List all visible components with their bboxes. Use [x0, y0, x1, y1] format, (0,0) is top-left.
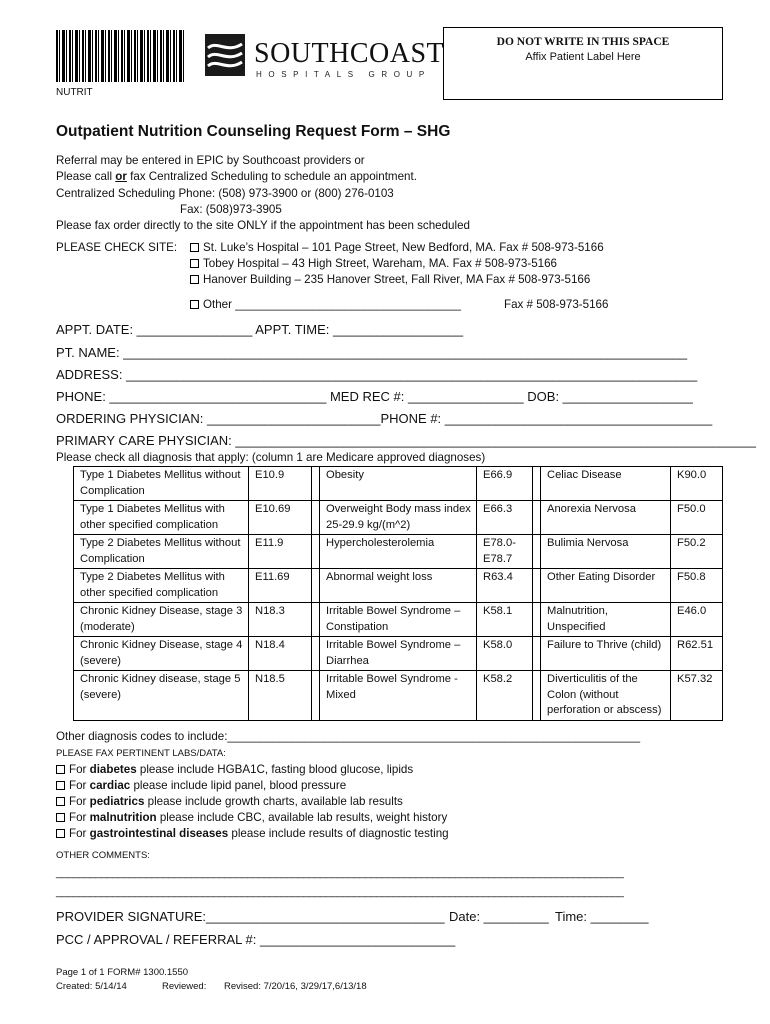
diagnosis-code: R63.4: [477, 569, 533, 603]
intro-line-1: Referral may be entered in EPIC by Southcoast providers or: [56, 154, 365, 167]
site-option[interactable]: St. Luke’s Hospital – 101 Page Street, New Bedford, MA. Fax # 508-973-5166: [190, 240, 604, 255]
diagnosis-name[interactable]: Irritable Bowel Syndrome - Mixed: [320, 671, 477, 721]
time-field[interactable]: Time: ________: [555, 909, 649, 924]
form-title: Outpatient Nutrition Counseling Request Form – SHG: [56, 123, 451, 140]
site-option-other[interactable]: Other ___________________________________: [190, 297, 461, 312]
ordering-physician-field[interactable]: ORDERING PHYSICIAN: ________________________PHONE #: _____________________________________: [56, 411, 713, 426]
diagnosis-code: F50.8: [671, 569, 723, 603]
diagnosis-name[interactable]: Type 1 Diabetes Mellitus with other specified complication: [74, 501, 249, 535]
diagnosis-code: E46.0: [671, 603, 723, 637]
diagnosis-name[interactable]: Celiac Disease: [541, 467, 671, 501]
pcp-field[interactable]: PRIMARY CARE PHYSICIAN: ________________________________________________________________________: [56, 433, 756, 448]
checkbox[interactable]: [56, 765, 65, 774]
diagnosis-code: N18.3: [249, 603, 312, 637]
diagnosis-name[interactable]: Chronic Kidney Disease, stage 3 (moderate): [74, 603, 249, 637]
appt-field[interactable]: APPT. DATE: ________________ APPT. TIME: __________________: [56, 322, 464, 337]
patient-label-box: [443, 27, 723, 100]
checkbox[interactable]: [56, 797, 65, 806]
diagnosis-code: E78.0-E78.7: [477, 535, 533, 569]
lab-option[interactable]: For gastrointestinal diseases please include results of diagnostic testing: [56, 826, 449, 841]
diagnosis-code: N18.4: [249, 637, 312, 671]
site-other-fax: Fax # 508-973-5166: [504, 298, 609, 311]
label-box-title: DO NOT WRITE IN THIS SPACE: [496, 36, 670, 48]
table-row: [74, 569, 723, 603]
diagnosis-name[interactable]: Anorexia Nervosa: [541, 501, 671, 535]
phone-field[interactable]: PHONE: ______________________________ MED REC #: ________________ DOB: __________________: [56, 389, 693, 404]
diagnosis-code: N18.5: [249, 671, 312, 721]
diagnosis-code: E66.9: [477, 467, 533, 501]
diagnosis-code: R62.51: [671, 637, 723, 671]
lab-option[interactable]: For pediatrics please include growth charts, available lab results: [56, 794, 403, 809]
labs-header: PLEASE FAX PERTINENT LABS/DATA:: [56, 748, 226, 759]
site-option[interactable]: Tobey Hospital – 43 High Street, Wareham, MA. Fax # 508-973-5166: [190, 256, 557, 271]
diagnosis-name[interactable]: Type 2 Diabetes Mellitus with other specified complication: [74, 569, 249, 603]
checkbox[interactable]: [190, 300, 199, 309]
table-row: [74, 671, 723, 721]
diagnosis-code: E10.69: [249, 501, 312, 535]
diagnosis-name[interactable]: Type 2 Diabetes Mellitus without Complication: [74, 535, 249, 569]
checkbox[interactable]: [56, 829, 65, 838]
table-row: [74, 637, 723, 671]
checkbox[interactable]: [190, 243, 199, 252]
diagnosis-code: E11.9: [249, 535, 312, 569]
site-option[interactable]: Hanover Building – 235 Hanover Street, Fall River, MA Fax # 508-973-5166: [190, 272, 590, 287]
diagnosis-code: E10.9: [249, 467, 312, 501]
diagnosis-name[interactable]: Chronic Kidney Disease, stage 4 (severe): [74, 637, 249, 671]
intro-line-3: Centralized Scheduling Phone: (508) 973-3900 or (800) 276-0103: [56, 187, 394, 200]
diagnosis-name[interactable]: Obesity: [320, 467, 477, 501]
footer-created: Created: 5/14/14: [56, 981, 127, 992]
intro-line-4: Fax: (508)973-3905: [180, 203, 282, 216]
lab-option[interactable]: For malnutrition please include CBC, available lab results, weight history: [56, 810, 447, 825]
table-row: [74, 535, 723, 569]
logo-name: SOUTHCOAST: [254, 38, 445, 69]
comments-line[interactable]: _____________________________________________________________________________________________________: [56, 886, 624, 898]
date-field[interactable]: Date: _________: [449, 909, 549, 924]
pcc-referral-field[interactable]: PCC / APPROVAL / REFERRAL #: ___________________________: [56, 932, 456, 947]
diagnosis-code: E66.3: [477, 501, 533, 535]
barcode: [56, 30, 184, 82]
diagnosis-code: K57.32: [671, 671, 723, 721]
footer-reviewed: Reviewed:: [162, 981, 207, 992]
diagnosis-code: F50.0: [671, 501, 723, 535]
table-row: [74, 467, 723, 501]
lab-option[interactable]: For cardiac please include lipid panel, blood pressure: [56, 778, 346, 793]
southcoast-logo-icon: [205, 34, 245, 76]
diagnosis-code: K58.1: [477, 603, 533, 637]
checkbox[interactable]: [56, 781, 65, 790]
pt-name-field[interactable]: PT. NAME: ______________________________________________________________________________: [56, 345, 688, 360]
footer-revised: Revised: 7/20/16, 3/29/17,6/13/18: [224, 981, 367, 992]
lab-option[interactable]: For diabetes please include HGBA1C, fasting blood glucose, lipids: [56, 762, 413, 777]
comments-line[interactable]: _____________________________________________________________________________________________________: [56, 867, 624, 879]
checkbox[interactable]: [190, 275, 199, 284]
barcode-label: NUTRIT: [56, 87, 93, 98]
diagnosis-table: [73, 466, 723, 721]
other-diagnosis-field[interactable]: Other diagnosis codes to include:________________________________________________________________: [56, 730, 641, 743]
diagnosis-code: E11.69: [249, 569, 312, 603]
diagnosis-name[interactable]: Chronic Kidney disease, stage 5 (severe): [74, 671, 249, 721]
provider-signature-field[interactable]: PROVIDER SIGNATURE:_________________________________: [56, 909, 445, 924]
diagnosis-name[interactable]: Abnormal weight loss: [320, 569, 477, 603]
table-row: [74, 501, 723, 535]
diagnosis-name[interactable]: Failure to Thrive (child): [541, 637, 671, 671]
diagnosis-code: K58.0: [477, 637, 533, 671]
diagnosis-name[interactable]: Irritable Bowel Syndrome – Constipation: [320, 603, 477, 637]
diagnosis-name[interactable]: Malnutrition, Unspecified: [541, 603, 671, 637]
diagnosis-name[interactable]: Irritable Bowel Syndrome – Diarrhea: [320, 637, 477, 671]
diagnosis-code: F50.2: [671, 535, 723, 569]
intro-line-2: Please call or fax Centralized Scheduling to schedule an appointment.: [56, 170, 417, 183]
diagnosis-name[interactable]: Overweight Body mass index 25-29.9 kg/(m^2): [320, 501, 477, 535]
footer-page: Page 1 of 1 FORM# 1300.1550: [56, 967, 189, 978]
label-box-subtitle: Affix Patient Label Here: [525, 51, 641, 63]
diagnosis-name[interactable]: Bulimia Nervosa: [541, 535, 671, 569]
diagnosis-name[interactable]: Diverticulitis of the Colon (without perforation or abscess): [541, 671, 671, 721]
diagnosis-name[interactable]: Hypercholesterolemia: [320, 535, 477, 569]
site-label: PLEASE CHECK SITE:: [56, 241, 178, 254]
table-row: [74, 603, 723, 637]
diagnosis-code: K90.0: [671, 467, 723, 501]
diagnosis-name[interactable]: Other Eating Disorder: [541, 569, 671, 603]
diagnosis-code: K58.2: [477, 671, 533, 721]
address-field[interactable]: ADDRESS: _______________________________________________________________________________: [56, 367, 698, 382]
logo-subtitle: HOSPITALS GROUP: [256, 70, 431, 79]
intro-line-5: Please fax order directly to the site ONLY if the appointment has been scheduled: [56, 219, 470, 232]
checkbox[interactable]: [56, 813, 65, 822]
comments-header: OTHER COMMENTS:: [56, 850, 150, 861]
checkbox[interactable]: [190, 259, 199, 268]
diagnoses-intro: Please check all diagnosis that apply: (column 1 are Medicare approved diagnoses): [56, 451, 486, 464]
diagnosis-name[interactable]: Type 1 Diabetes Mellitus without Complication: [74, 467, 249, 501]
